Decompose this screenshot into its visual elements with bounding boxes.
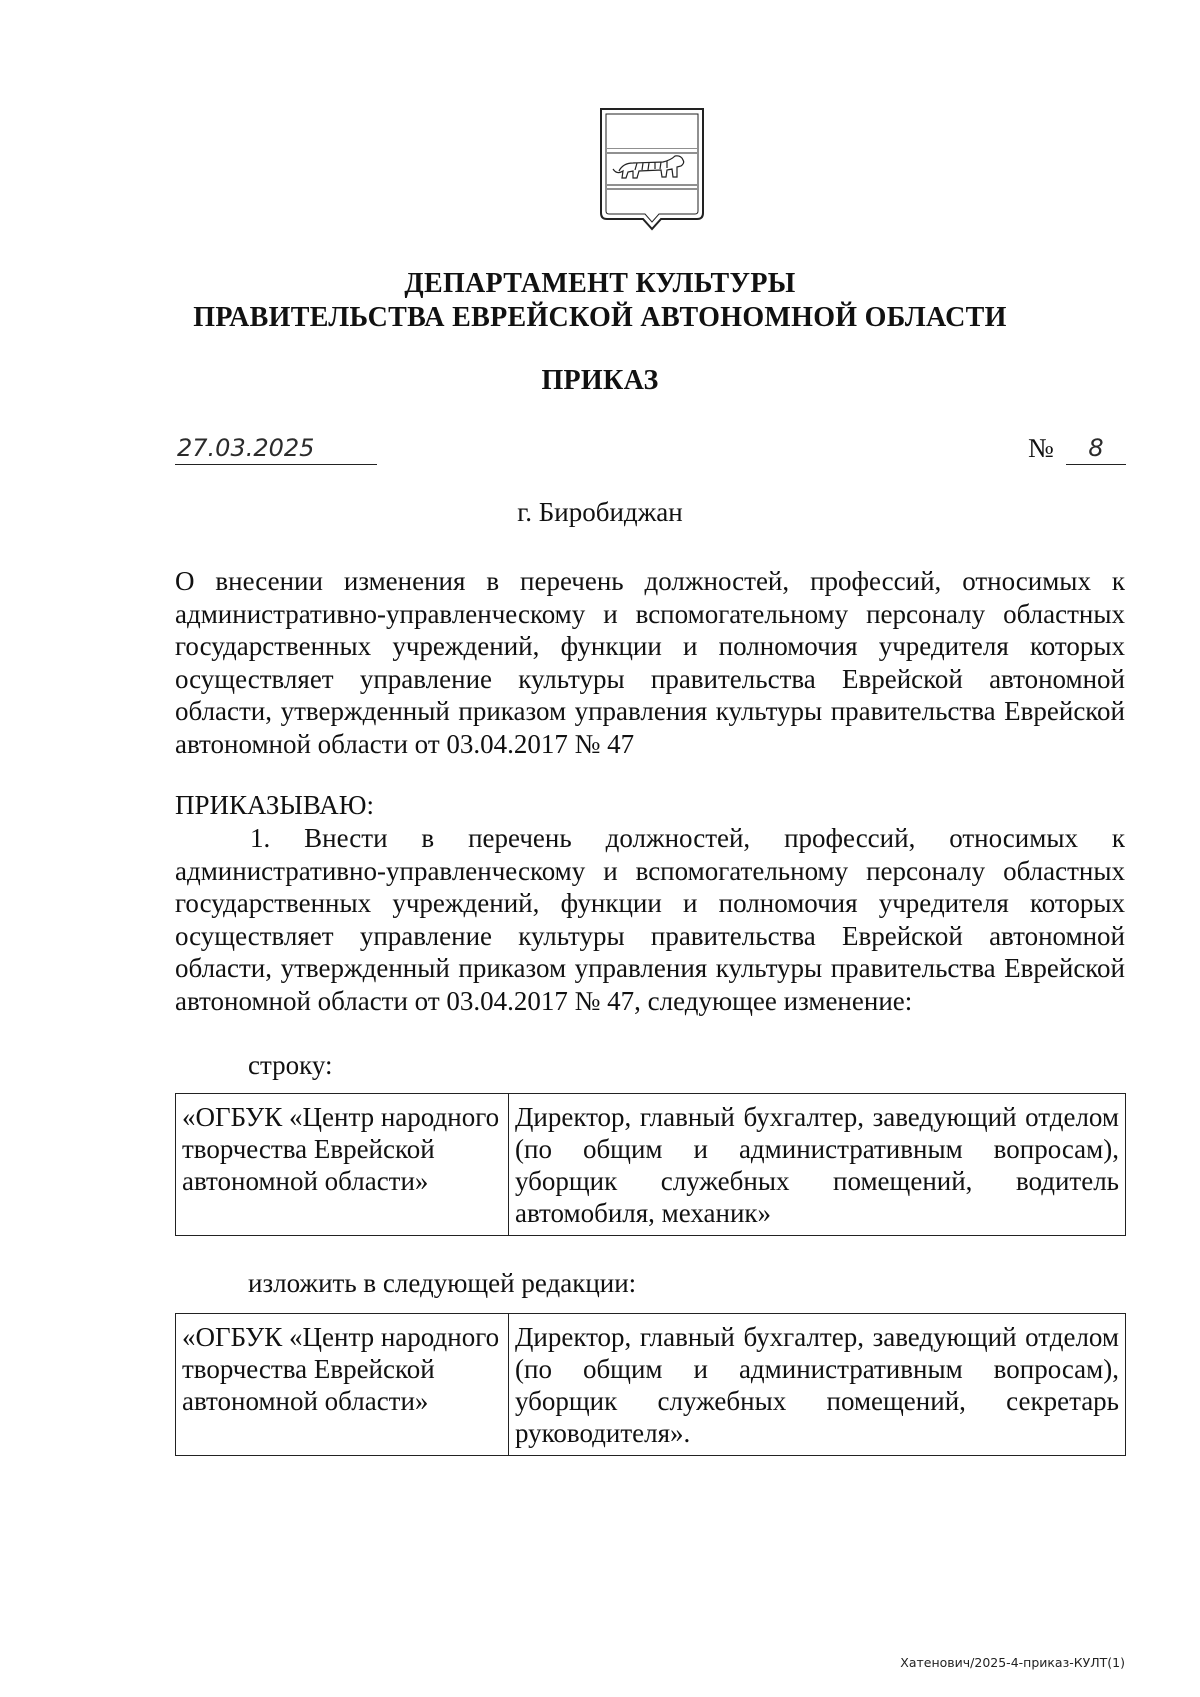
order-word: ПРИКАЗЫВАЮ: — [175, 790, 374, 820]
order-subject: О внесении изменения в перечень должностей, профессий, относимых к административно-управленческому и вспомогательному персоналу областных государственных учреждений, функции и полномочия учредителя которых осуществляет управление культуры правительства Еврейской автономной области, утвержденный приказом управления культуры правительства Еврейской автономной области от 03.04.2017 № 47 — [175, 566, 1125, 759]
coat-of-arms-tiger-icon — [597, 105, 707, 235]
city: г. Биробиджан — [517, 497, 683, 527]
table-cell-positions: Директор, главный бухгалтер, заведующий отделом (по общим и административным вопросам), уборщик служебных помещений, водитель автомобиля, механик» — [509, 1094, 1126, 1236]
table-cell-organization: «ОГБУК «Центр народного творчества Еврейской автономной области» — [176, 1314, 509, 1456]
table-old-wording — [175, 1093, 1126, 1236]
edit-label: изложить в следующей редакции: — [248, 1268, 637, 1298]
department-title: ДЕПАРТАМЕНТ КУЛЬТУРЫ — [404, 268, 796, 299]
document-date: 27.03.2025 — [175, 432, 377, 465]
table-cell-organization: «ОГБУК «Центр народного творчества Еврейской автономной области» — [176, 1094, 509, 1236]
government-title: ПРАВИТЕЛЬСТВА ЕВРЕЙСКОЙ АВТОНОМНОЙ ОБЛАСТИ — [193, 302, 1007, 333]
line-label: строку: — [248, 1050, 333, 1080]
order-item-1: 1. Внести в перечень должностей, профессий, относимых к административно-управленческому и вспомогательному персоналу областных государственных учреждений, функции и полномочия учредителя которых осуществляет управление культуры правительства Еврейской автономной области, утвержденный приказом управления культуры правительства Еврейской автономной области от 03.04.2017 № 47, следующее изменение: — [175, 823, 1125, 1016]
number-label: № — [1028, 433, 1054, 463]
file-reference: Хатенович/2025-4-приказ-КУЛТ(1) — [900, 1655, 1125, 1670]
document-number: 8 — [1066, 432, 1126, 465]
table-cell-positions: Директор, главный бухгалтер, заведующий отделом (по общим и административным вопросам), уборщик служебных помещений, секретарь руководителя». — [509, 1314, 1126, 1456]
table-new-wording — [175, 1313, 1126, 1456]
document-type: ПРИКАЗ — [541, 365, 659, 396]
table-row — [176, 1314, 1126, 1456]
table-row — [176, 1094, 1126, 1236]
